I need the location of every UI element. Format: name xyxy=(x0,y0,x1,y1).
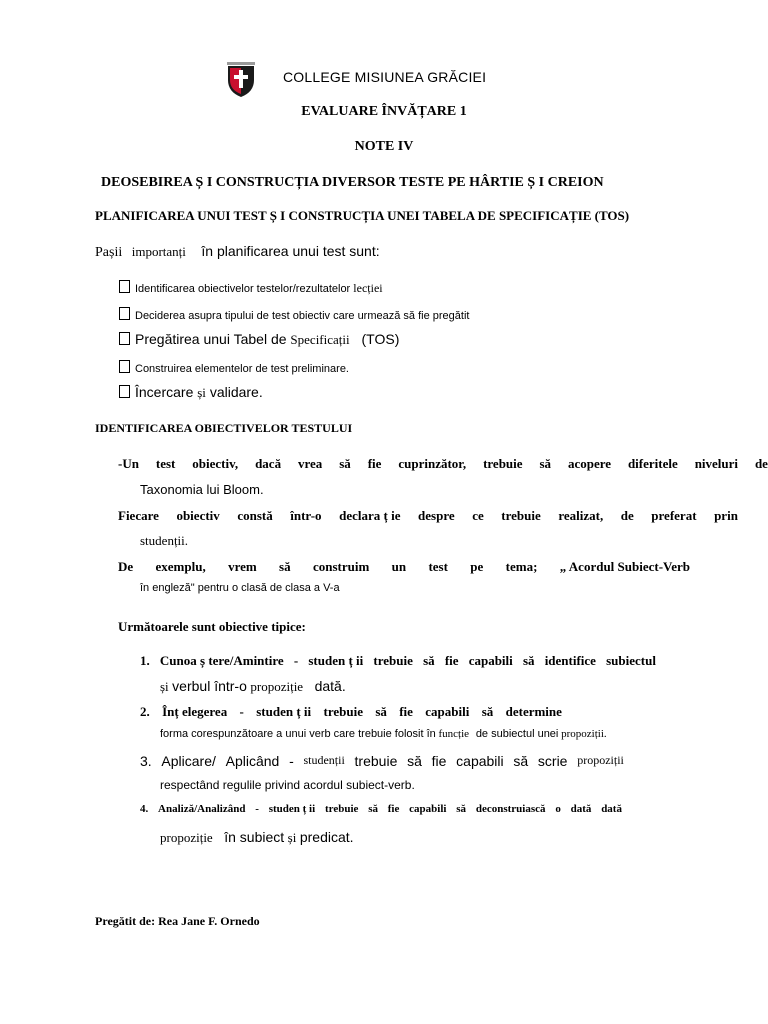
crest-icon xyxy=(224,60,258,98)
objective-line: respectând regulile privind acordul subiect-verb. xyxy=(160,778,415,792)
word: studen ț ii xyxy=(256,704,312,719)
word: o xyxy=(555,803,561,815)
word: trebuie xyxy=(501,508,541,523)
paragraph-line xyxy=(118,456,768,472)
word: - xyxy=(289,753,294,769)
list-item: Deciderea asupra tipului de test obiectiv care urmează să fie pregătit xyxy=(119,307,469,322)
word: scrie xyxy=(537,753,568,769)
objective-line: propoziție în subiect și predicat. xyxy=(160,829,354,845)
word: - xyxy=(255,803,259,815)
list-item: Încercare și validare. xyxy=(119,384,263,401)
word: cuprinzător, xyxy=(398,456,467,471)
word: pe xyxy=(470,559,484,574)
word: propoziții xyxy=(577,753,624,767)
word: - xyxy=(293,653,299,668)
intro-line xyxy=(95,243,380,261)
objective-item xyxy=(140,753,624,769)
word: fie xyxy=(387,803,400,815)
word: dată xyxy=(601,803,622,815)
word: despre xyxy=(418,508,455,523)
intro-word: Pașii xyxy=(95,245,123,260)
word: acopere xyxy=(567,456,612,471)
word: - xyxy=(239,704,244,719)
list-item: Pregătirea unui Tabel de Specificații (TOS) xyxy=(119,331,399,348)
word: „ Acordul Subiect-Verb xyxy=(559,559,690,574)
word: fie xyxy=(431,753,447,769)
paragraph-line: Taxonomia lui Bloom. xyxy=(140,482,264,497)
word: să xyxy=(407,753,422,769)
college-logo xyxy=(224,60,258,98)
section-heading-2: PLANIFICAREA UNUI TEST Ș I CONSTRUCȚIA UNEI TABELA DE SPECIFICAȚIE (TOS) xyxy=(95,208,630,223)
word: Analiză/Analizând xyxy=(158,803,246,815)
word: de xyxy=(620,508,634,523)
word: trebuie xyxy=(373,653,413,668)
word: Înț elegerea xyxy=(162,704,228,719)
checkbox-square-icon xyxy=(119,280,130,293)
list-item: Construirea elementelor de test preliminare. xyxy=(119,360,349,375)
word: studen ț ii xyxy=(268,803,316,815)
word: Aplicând xyxy=(225,753,280,769)
paragraph-line xyxy=(118,508,738,524)
word: un xyxy=(391,559,407,574)
word: de xyxy=(754,456,768,471)
word: Cunoa ș tere/Amintire xyxy=(159,653,284,668)
word: capabili xyxy=(425,704,470,719)
document-title: EVALUARE ÎNVĂȚARE 1 xyxy=(301,104,467,119)
word: constă xyxy=(237,508,273,523)
word: capabili xyxy=(468,653,513,668)
objective-item xyxy=(140,704,562,720)
word: studen ț ii xyxy=(308,653,364,668)
checkbox-square-icon xyxy=(119,360,130,373)
word: să xyxy=(423,653,435,668)
word: dată xyxy=(570,803,592,815)
word: vrem xyxy=(228,559,257,574)
word: construim xyxy=(312,559,370,574)
word: niveluri xyxy=(694,456,739,471)
word: să xyxy=(513,753,529,769)
word: 2. xyxy=(140,704,150,719)
word: deconstruiască xyxy=(475,803,546,815)
objective-line: forma corespunzătoare a unui verb care trebuie folosit în funcție de subiectul unei propoziții. xyxy=(160,728,607,740)
word: -Un xyxy=(118,456,139,471)
word: să xyxy=(539,456,552,471)
word: dacă xyxy=(255,456,282,471)
word: să xyxy=(375,704,387,719)
word: vrea xyxy=(298,456,323,471)
word: să xyxy=(339,456,351,471)
word: De xyxy=(118,559,134,574)
word: obiectiv, xyxy=(192,456,239,471)
word: 1. xyxy=(140,653,150,668)
word: trebuie xyxy=(483,456,523,471)
document-subtitle: NOTE IV xyxy=(354,139,414,154)
word: prin xyxy=(714,508,738,523)
college-name: COLLEGE MISIUNEA GRĂCIEI xyxy=(283,69,487,85)
intro-word: importanți xyxy=(131,244,186,259)
word: trebuie xyxy=(324,803,359,815)
paragraph-line: studenții. xyxy=(140,533,189,548)
author-line: Pregătit de: Rea Jane F. Ornedo xyxy=(95,914,260,928)
word: trebuie xyxy=(323,704,363,719)
word: Aplicare/ xyxy=(161,753,216,769)
word: determine xyxy=(505,704,562,719)
paragraph-line: în engleză" pentru o clasă de clasa a V-a xyxy=(140,582,340,594)
word: test xyxy=(428,559,448,574)
word: identifice xyxy=(544,653,596,668)
word: să xyxy=(279,559,291,574)
word: realizat, xyxy=(558,508,604,523)
word: exemplu, xyxy=(155,559,206,574)
word: să xyxy=(368,803,378,815)
checkbox-square-icon xyxy=(119,385,130,398)
section-heading-3: IDENTIFICAREA OBIECTIVELOR TESTULUI xyxy=(95,421,353,435)
word: tema; xyxy=(505,559,538,574)
checkbox-square-icon xyxy=(119,307,130,320)
word: fie xyxy=(399,704,413,719)
section-heading-1: DEOSEBIREA Ș I CONSTRUCȚIA DIVERSOR TESTE PE HÂRTIE Ș I CREION xyxy=(101,175,604,190)
word: preferat xyxy=(651,508,697,523)
objective-item xyxy=(140,653,656,669)
word: să xyxy=(522,653,535,668)
word: studenții xyxy=(303,753,345,767)
word: Fiecare xyxy=(118,508,159,523)
word: într-o xyxy=(290,508,322,523)
word: subiectul xyxy=(606,653,656,668)
word: fie xyxy=(444,653,459,668)
word: fie xyxy=(367,456,382,471)
objective-line: și verbul într-o propoziție dată. xyxy=(160,678,346,694)
objective-item xyxy=(140,803,622,815)
list-item: Identificarea obiectivelor testelor/rezultatelor lecției xyxy=(119,280,383,296)
word: capabili xyxy=(409,803,447,815)
paragraph-line xyxy=(118,559,690,575)
word: test xyxy=(155,456,176,471)
word: ce xyxy=(472,508,484,523)
word: diferitele xyxy=(627,456,678,471)
intro-text: în planificarea unui test sunt: xyxy=(201,243,380,259)
word: obiectiv xyxy=(176,508,220,523)
word: să xyxy=(481,704,494,719)
word: 3. xyxy=(140,753,152,769)
subheading: Următoarele sunt obiective tipice: xyxy=(118,619,306,634)
word: capabili xyxy=(456,753,504,769)
word: să xyxy=(456,803,467,815)
word: 4. xyxy=(140,803,149,815)
word: trebuie xyxy=(354,753,398,769)
checkbox-square-icon xyxy=(119,332,130,345)
word: declara ț ie xyxy=(339,508,401,523)
